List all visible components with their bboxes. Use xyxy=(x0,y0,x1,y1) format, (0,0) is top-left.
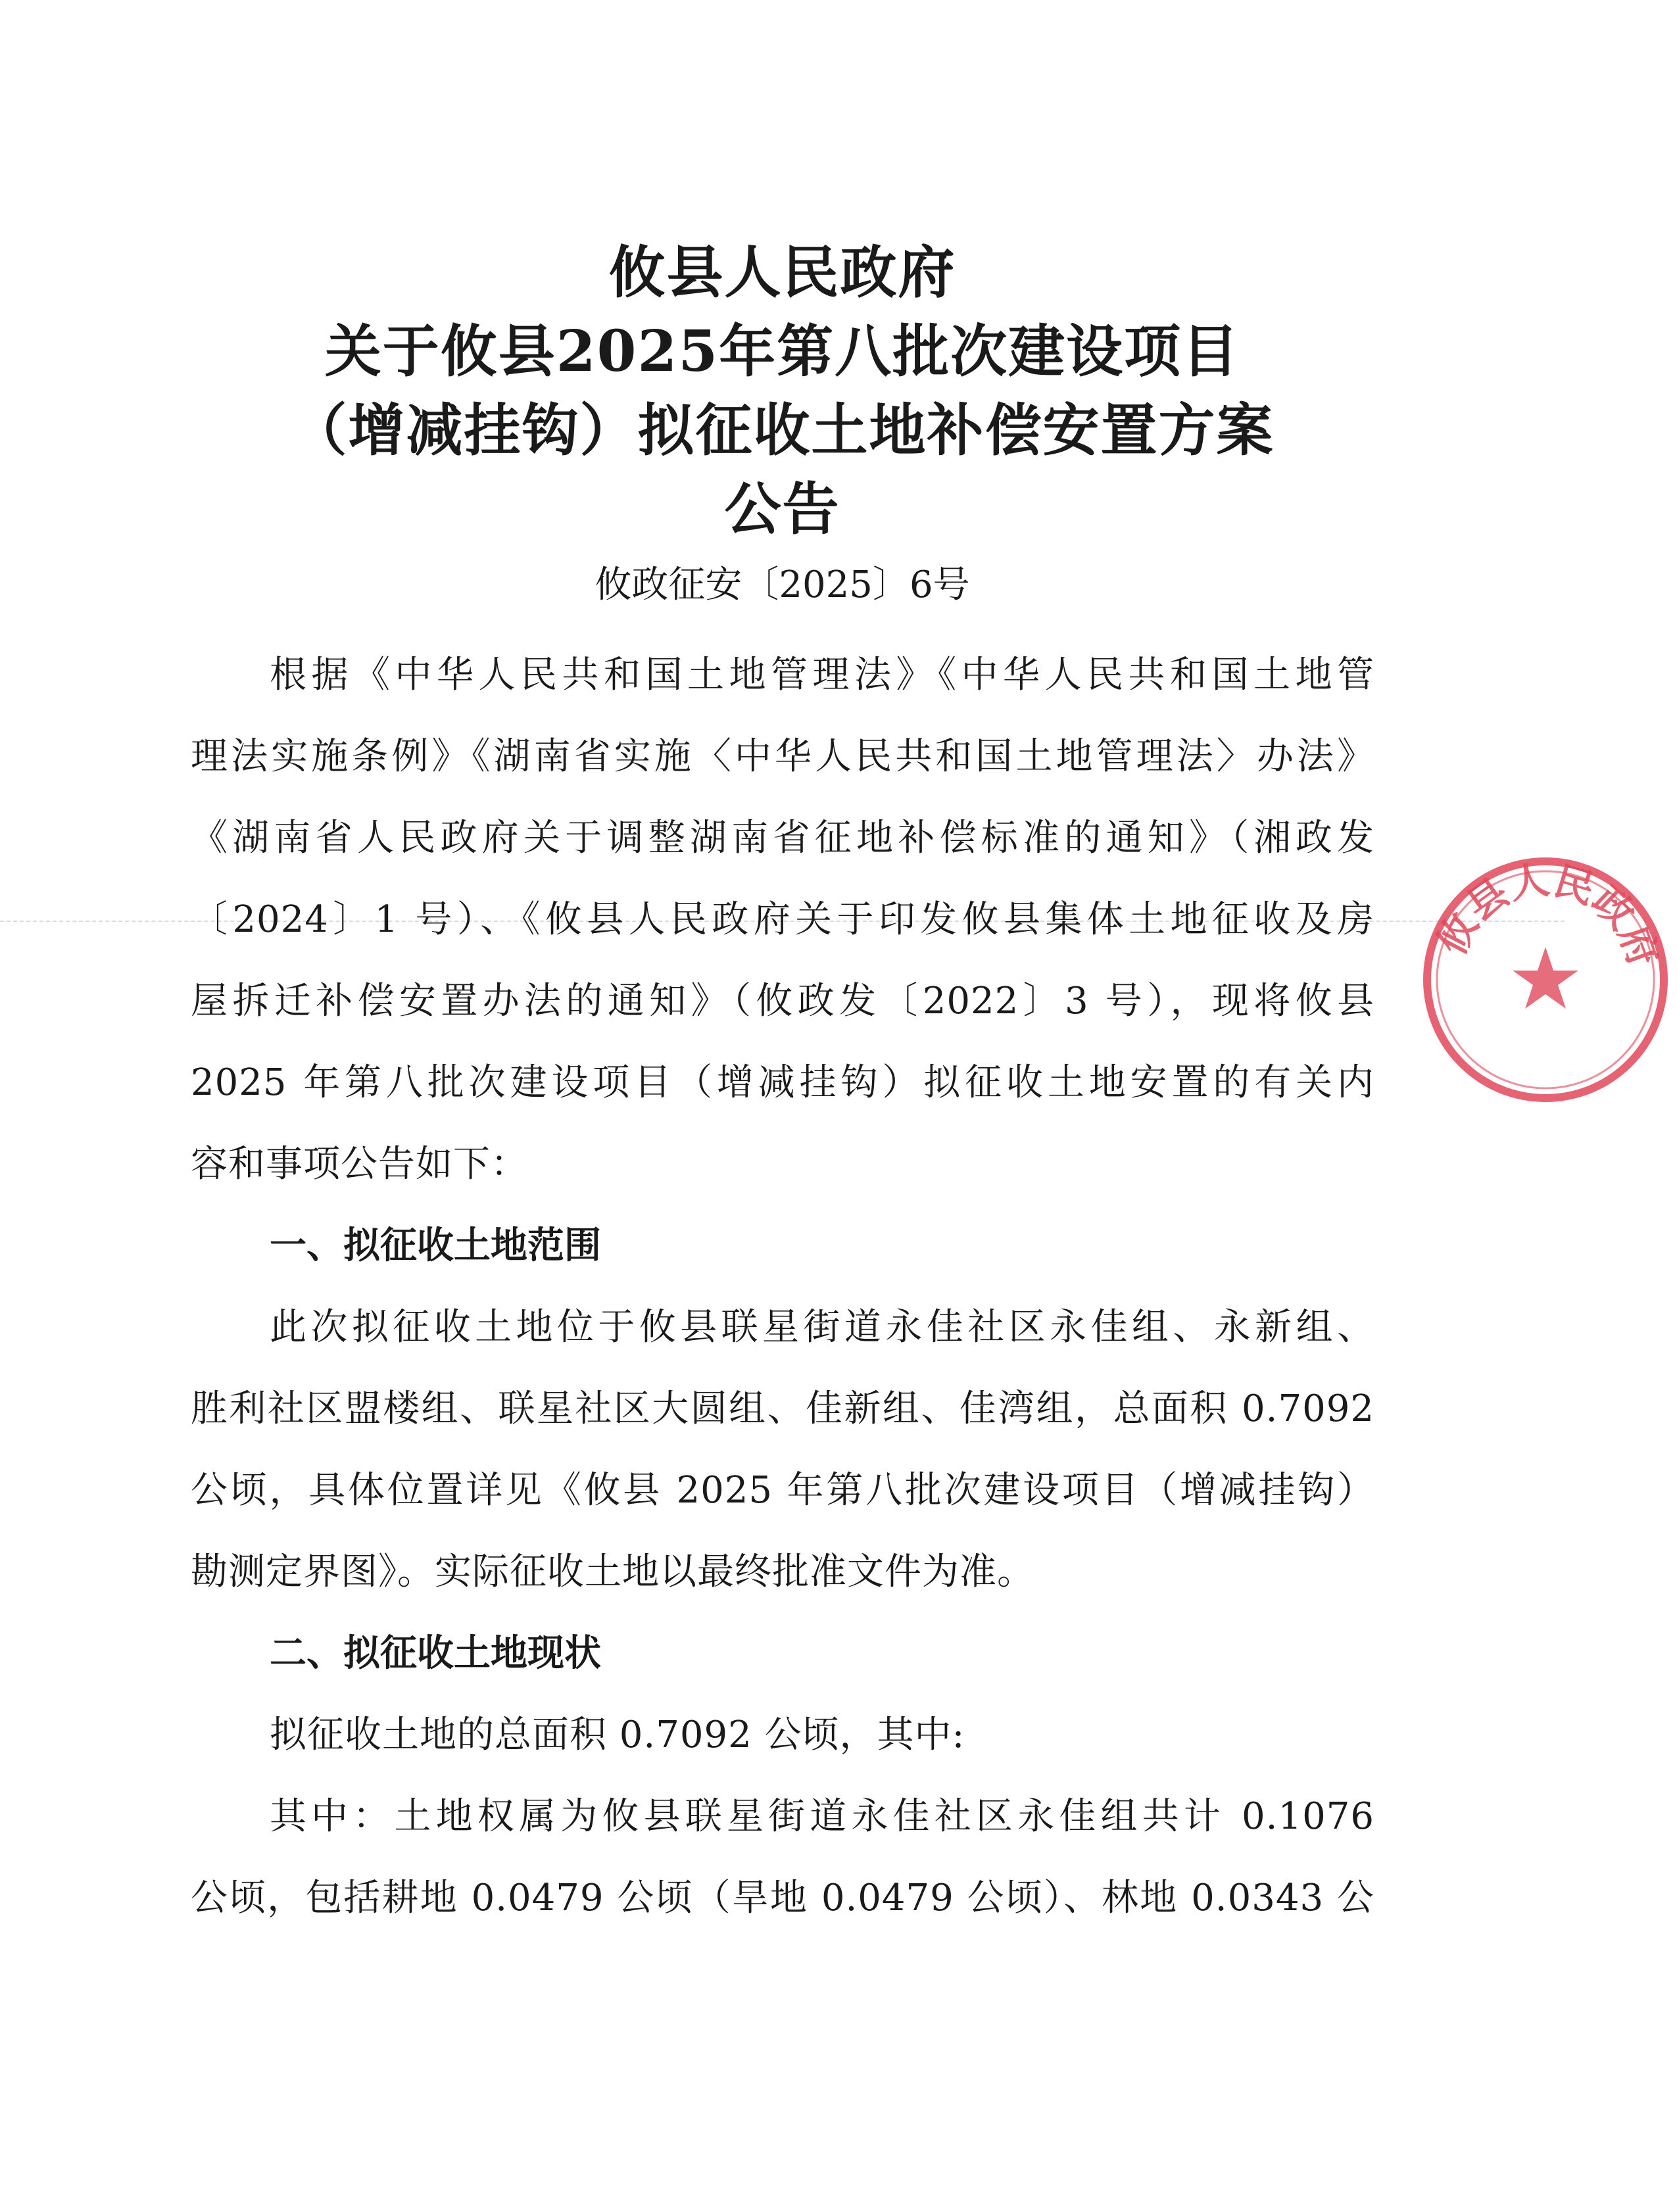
paragraph-2-line: 此次拟征收土地位于攸县联星街道永佳社区永佳组、永新组、 xyxy=(270,1306,1374,1349)
paragraph-1-line: 2025 年第八批次建设项目（增减挂钩）拟征收土地安置的有关内 xyxy=(191,1061,1374,1104)
document-title xyxy=(0,233,1565,549)
paragraph-1-line: 《湖南省人民政府关于调整湖南省征地补偿标准的通知》（湘政发 xyxy=(191,817,1374,859)
paragraph-1-line: 〔2024〕1 号）、《攸县人民政府关于印发攸县集体土地征收及房 xyxy=(191,898,1374,941)
title-line-1: 攸县人民政府 xyxy=(608,239,956,306)
paragraph-1-line: 理法实施条例》《湖南省实施〈中华人民共和国土地管理法〉办法》 xyxy=(191,735,1374,778)
title-line-4: 公告 xyxy=(724,476,840,542)
document-body xyxy=(191,635,1374,1939)
title-line-3: （增减挂钩）拟征收土地补偿安置方案 xyxy=(290,397,1275,464)
paragraph-4-line: 其中：土地权属为攸县联星街道永佳社区永佳组共计 0.1076 xyxy=(270,1795,1374,1838)
document-number: 攸政征安〔2025〕6号 xyxy=(595,564,970,606)
paragraph-1-line: 容和事项公告如下： xyxy=(191,1143,528,1186)
svg-text:攸县人民政府: 攸县人民政府 xyxy=(1428,856,1667,973)
official-seal-icon xyxy=(1414,848,1677,1111)
paragraph-2-line: 胜利社区盟楼组、联星社区大圆组、佳新组、佳湾组，总面积 0.7092 xyxy=(191,1387,1374,1430)
paragraph-1-line: 根据《中华人民共和国土地管理法》《中华人民共和国土地管 xyxy=(270,654,1374,696)
paragraph-3-line: 拟征收土地的总面积 0.7092 公顷，其中: xyxy=(270,1714,965,1756)
section-2-heading: 二、拟征收土地现状 xyxy=(270,1632,601,1675)
paragraph-2-line: 公顷，具体位置详见《攸县 2025 年第八批次建设项目（增减挂钩） xyxy=(191,1469,1374,1512)
section-1-heading: 一、拟征收土地范围 xyxy=(270,1224,601,1267)
paragraph-2-line: 勘测定界图》。实际征收土地以最终批准文件为准。 xyxy=(191,1551,1034,1593)
paragraph-1-line: 屋拆迁补偿安置办法的通知》（攸政发〔2022〕3 号），现将攸县 xyxy=(191,980,1374,1022)
paragraph-4-line: 公顷，包括耕地 0.0479 公顷（旱地 0.0479 公顷）、林地 0.0343 公 xyxy=(191,1877,1374,1919)
title-line-2: 关于攸县2025年第八批次建设项目 xyxy=(324,318,1240,385)
